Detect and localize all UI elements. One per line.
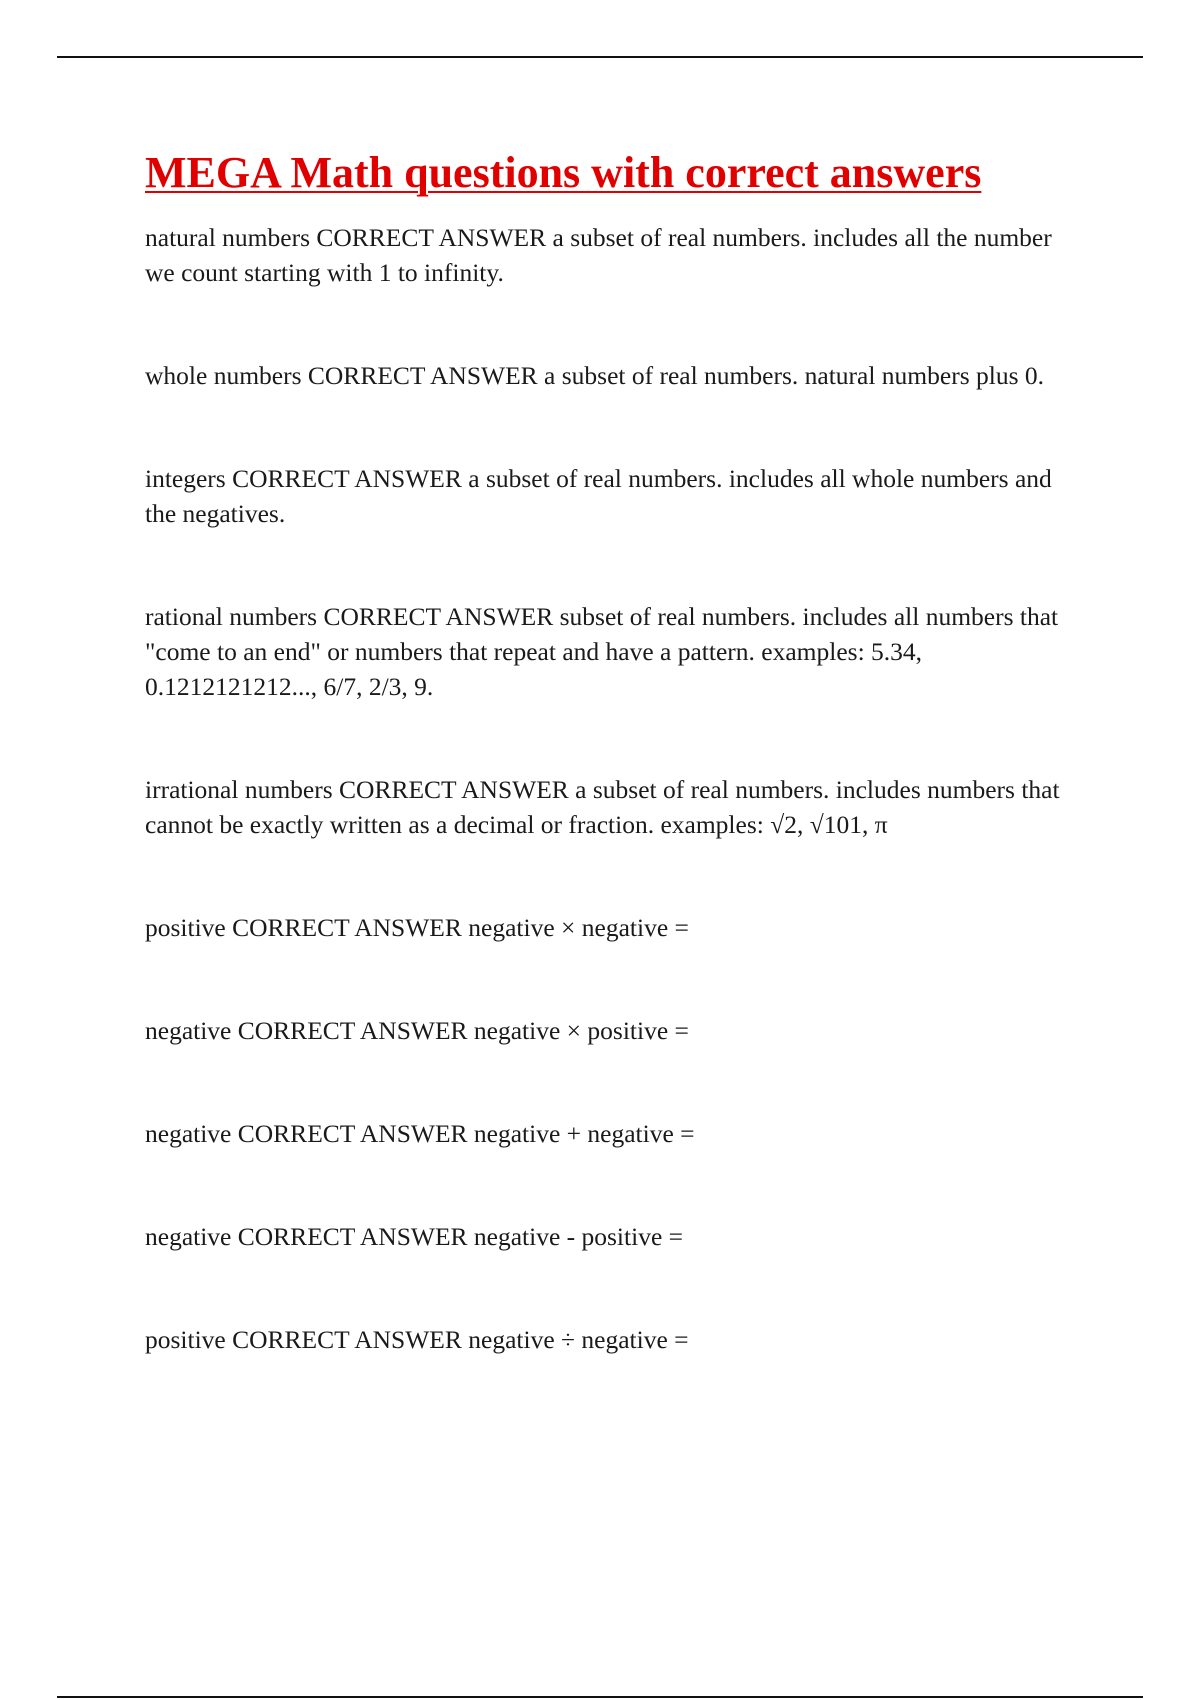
- qa-entry-integers: integers CORRECT ANSWER a subset of real numbers. includes all whole numbers and the negatives.: [145, 464, 1052, 528]
- bottom-divider: [57, 1696, 1143, 1698]
- qa-list: [145, 220, 1085, 1357]
- qa-entry-whole-numbers: whole numbers CORRECT ANSWER a subset of real numbers. natural numbers plus 0.: [145, 361, 1044, 390]
- qa-entry-neg-times-pos: negative CORRECT ANSWER negative × positive =: [145, 1016, 689, 1045]
- qa-entry-neg-times-neg: positive CORRECT ANSWER negative × negative =: [145, 913, 689, 942]
- qa-entry-neg-plus-neg: negative CORRECT ANSWER negative + negative =: [145, 1119, 695, 1148]
- qa-entry-natural-numbers: natural numbers CORRECT ANSWER a subset of real numbers. includes all the number we count starting with 1 to infinity.: [145, 223, 1052, 287]
- qa-entry-irrational-numbers: irrational numbers CORRECT ANSWER a subset of real numbers. includes numbers that cannot be exactly written as a decimal or fraction. examples: √2, √101, π: [145, 775, 1060, 839]
- qa-entry-neg-minus-pos: negative CORRECT ANSWER negative - positive =: [145, 1222, 684, 1251]
- top-divider: [57, 56, 1143, 58]
- document-body: [145, 146, 1085, 1357]
- qa-entry-rational-numbers: rational numbers CORRECT ANSWER subset of real numbers. includes all numbers that "come to an end" or numbers that repeat and have a pattern. examples: 5.34, 0.1212121212..., 6/7, 2/3, 9.: [145, 602, 1059, 701]
- qa-entry-neg-div-neg: positive CORRECT ANSWER negative ÷ negative =: [145, 1325, 689, 1354]
- document-title: MEGA Math questions with correct answers: [145, 148, 982, 197]
